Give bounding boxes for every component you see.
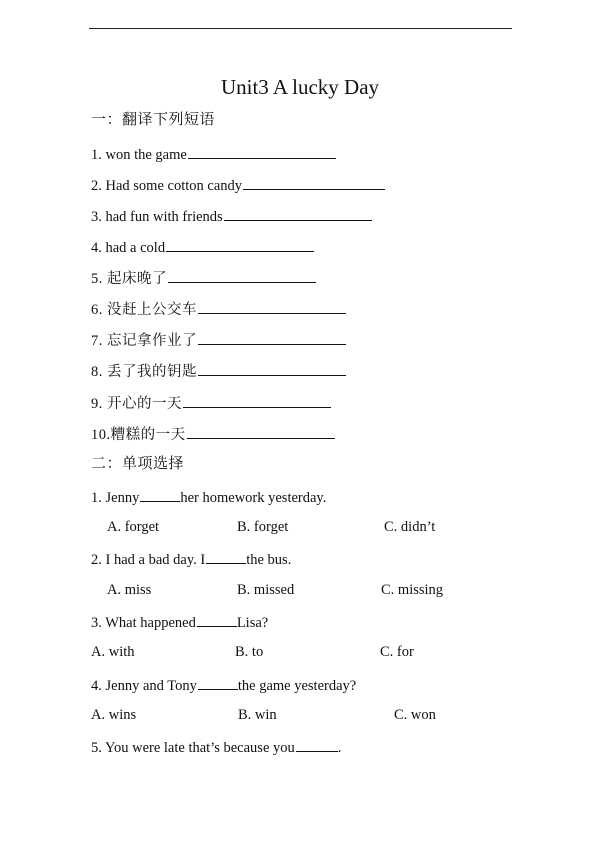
question-2: 2. I had a bad day. I the bus. [91,549,291,569]
translate-item: 10.糟糕的一天 [91,424,335,444]
question-1: 1. Jenny her homework yesterday. [91,487,326,507]
option-a[interactable]: A. wins [91,707,137,723]
section-heading-choice: 二：单项选择 [91,456,185,472]
answer-blank[interactable] [166,237,314,252]
header-rule [89,28,512,29]
page-title: Unit3 A lucky Day [220,75,380,99]
option-b[interactable]: B. win [238,707,277,723]
question-5: 5. You were late that’s because you . [91,737,341,757]
answer-blank[interactable] [198,330,346,345]
answer-blank[interactable] [197,612,237,627]
answer-blank[interactable] [198,675,238,690]
option-c[interactable]: C. for [380,644,414,660]
answer-blank[interactable] [168,268,316,283]
answer-blank[interactable] [243,175,385,190]
translate-item: 8. 丢了我的钥匙 [91,361,346,381]
option-a[interactable]: A. forget [107,519,160,535]
translate-item: 7. 忘记拿作业了 [91,330,346,350]
answer-blank[interactable] [183,393,331,408]
option-b[interactable]: B. missed [237,582,295,598]
translate-item: 2. Had some cotton candy [91,175,385,195]
translate-item: 4. had a cold [91,237,314,257]
option-c[interactable]: C. didn’t [384,519,436,535]
answer-blank[interactable] [198,361,346,376]
question-4: 4. Jenny and Tony the game yesterday? [91,675,356,695]
option-b[interactable]: B. forget [237,519,289,535]
answer-blank[interactable] [140,487,180,502]
option-a[interactable]: A. with [91,644,135,660]
answer-blank[interactable] [187,424,335,439]
option-b[interactable]: B. to [235,644,264,660]
answer-blank[interactable] [224,206,372,221]
translate-item: 1. won the game [91,144,336,164]
question-3: 3. What happened Lisa? [91,612,268,632]
translate-item: 5. 起床晚了 [91,268,316,288]
option-a[interactable]: A. miss [107,582,152,598]
option-c[interactable]: C. missing [381,582,444,598]
translate-item: 3. had fun with friends [91,206,372,226]
section-heading-translate: 一：翻译下列短语 [91,112,216,128]
answer-blank[interactable] [296,737,338,752]
answer-blank[interactable] [188,144,336,159]
answer-blank[interactable] [206,549,246,564]
option-c[interactable]: C. won [394,707,436,723]
translate-item: 6. 没赶上公交车 [91,299,346,319]
answer-blank[interactable] [198,299,346,314]
translate-item: 9. 开心的一天 [91,393,331,413]
